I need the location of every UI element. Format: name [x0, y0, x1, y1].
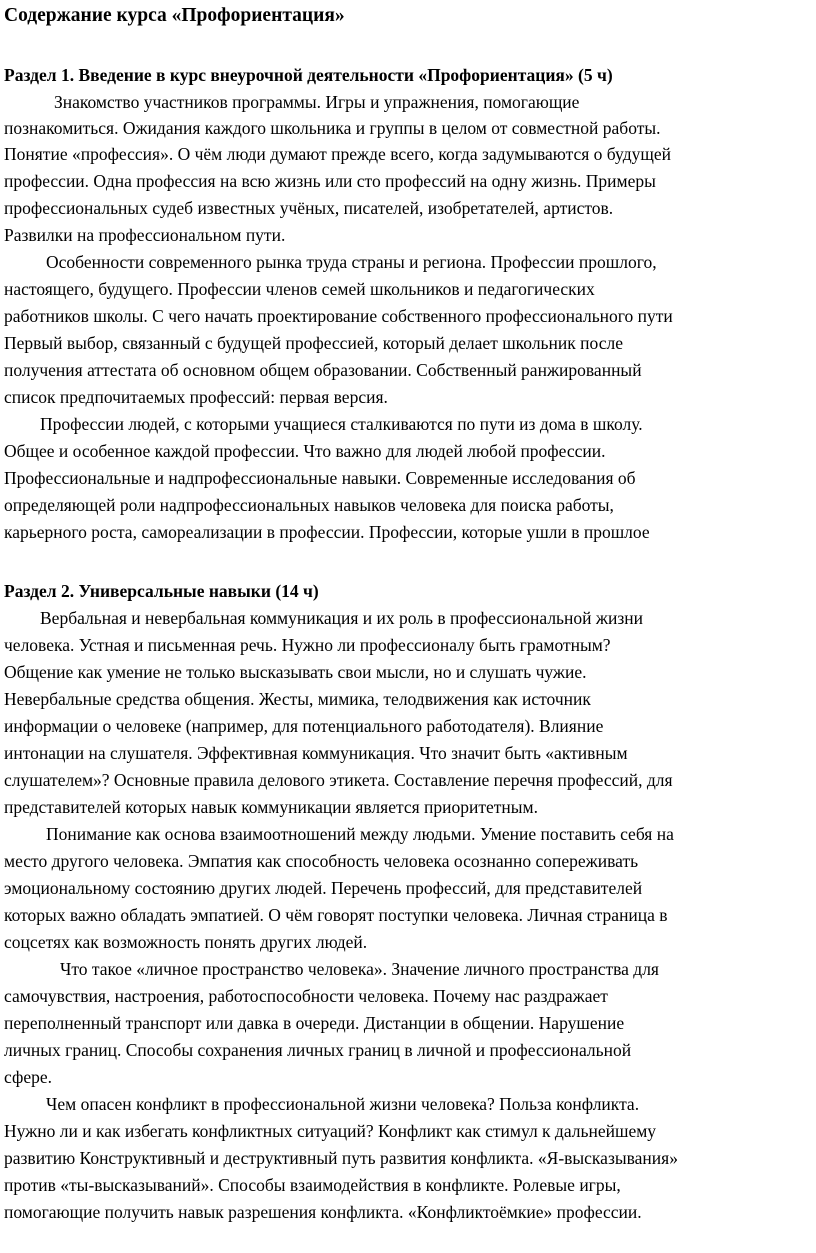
section-2-line: слушателем»? Основные правила делового этикета. Составление перечня профессий, для	[4, 770, 673, 790]
section-2-line: Чем опасен конфликт в профессиональной жизни человека? Польза конфликта.	[46, 1094, 640, 1114]
section-2-line: интонации на слушателя. Эффективная коммуникация. Что значит быть «активным	[4, 743, 628, 763]
section-1-line: Знакомство участников программы. Игры и упражнения, помогающие	[54, 92, 580, 112]
section-2-line: переполненный транспорт или давка в очереди. Дистанции в общении. Нарушение	[4, 1013, 625, 1033]
section-1-line: Развилки на профессиональном пути.	[4, 225, 286, 245]
section-1-line: получения аттестата об основном общем образовании. Собственный ранжированный	[4, 360, 642, 380]
section-1-line: Общее и особенное каждой профессии. Что важно для людей любой профессии.	[4, 441, 606, 461]
section-2-line: место другого человека. Эмпатия как способность человека осознанно сопереживать	[4, 851, 639, 871]
section-2-heading: Раздел 2. Универсальные навыки (14 ч)	[4, 581, 319, 601]
section-2-line: человека. Устная и письменная речь. Нужно ли профессионалу быть грамотным?	[4, 635, 611, 655]
section-1-line: карьерного роста, самореализации в профессии. Профессии, которые ушли в прошлое	[4, 522, 650, 542]
section-2-line: которых важно обладать эмпатией. О чём говорят поступки человека. Личная страница в	[4, 905, 668, 925]
section-1-line: Профессии людей, с которыми учащиеся сталкиваются по пути из дома в школу.	[40, 414, 643, 434]
section-1-line: настоящего, будущего. Профессии членов семей школьников и педагогических	[4, 279, 595, 299]
section-1-heading: Раздел 1. Введение в курс внеурочной деятельности «Профориентация» (5 ч)	[4, 65, 613, 85]
section-2-line: Общение как умение не только высказывать свои мысли, но и слушать чужие.	[4, 662, 587, 682]
section-2-line: информации о человеке (например, для потенциального работодателя). Влияние	[4, 716, 604, 736]
section-1-line: определяющей роли надпрофессиональных навыков человека для поиска работы,	[4, 495, 614, 515]
section-1-line: Профессиональные и надпрофессиональные навыки. Современные исследования об	[4, 468, 636, 488]
section-1-line: профессиональных судеб известных учёных, писателей, изобретателей, артистов.	[4, 198, 614, 218]
section-2-line: соцсетях как возможность понять других людей.	[4, 932, 368, 952]
section-2-line: сфере.	[4, 1067, 52, 1087]
section-2-line: развитию Конструктивный и деструктивный путь развития конфликта. «Я-высказывания»	[4, 1148, 678, 1168]
section-2-line: Понимание как основа взаимоотношений между людьми. Умение поставить себя на	[46, 824, 674, 844]
section-1-line: Понятие «профессия». О чём люди думают прежде всего, когда задумываются о будущей	[4, 144, 671, 164]
section-2-line: представителей которых навык коммуникации является приоритетным.	[4, 797, 538, 817]
section-2-line: Вербальная и невербальная коммуникация и их роль в профессиональной жизни	[40, 608, 643, 628]
section-2-line: Нужно ли и как избегать конфликтных ситуаций? Конфликт как стимул к дальнейшему	[4, 1121, 657, 1141]
section-1-line: список предпочитаемых профессий: первая версия.	[4, 387, 388, 407]
document-title: Содержание курса «Профориентация»	[4, 5, 345, 26]
section-1-line: Особенности современного рынка труда страны и региона. Профессии прошлого,	[46, 252, 657, 272]
section-1-line: Первый выбор, связанный с будущей профессией, который делает школьник после	[4, 333, 623, 353]
section-1-line: работников школы. С чего начать проектирование собственного профессионального пути	[4, 306, 673, 326]
section-2-line: помогающие получить навык разрешения конфликта. «Конфликтоёмкие» профессии.	[4, 1202, 642, 1222]
section-2-line: против «ты-высказываний». Способы взаимодействия в конфликте. Ролевые игры,	[4, 1175, 621, 1195]
section-2-line: Невербальные средства общения. Жесты, мимика, телодвижения как источник	[4, 689, 591, 709]
section-2-line: эмоциональному состоянию других людей. Перечень профессий, для представителей	[4, 878, 643, 898]
section-1-line: профессии. Одна профессия на всю жизнь или сто профессий на одну жизнь. Примеры	[4, 171, 656, 191]
section-2-line: Что такое «личное пространство человека». Значение личного пространства для	[60, 959, 659, 979]
section-2-line: самочувствия, настроения, работоспособности человека. Почему нас раздражает	[4, 986, 608, 1006]
section-2-line: личных границ. Способы сохранения личных границ в личной и профессиональной	[4, 1040, 632, 1060]
section-1-line: познакомиться. Ожидания каждого школьника и группы в целом от совместной работы.	[4, 118, 661, 138]
